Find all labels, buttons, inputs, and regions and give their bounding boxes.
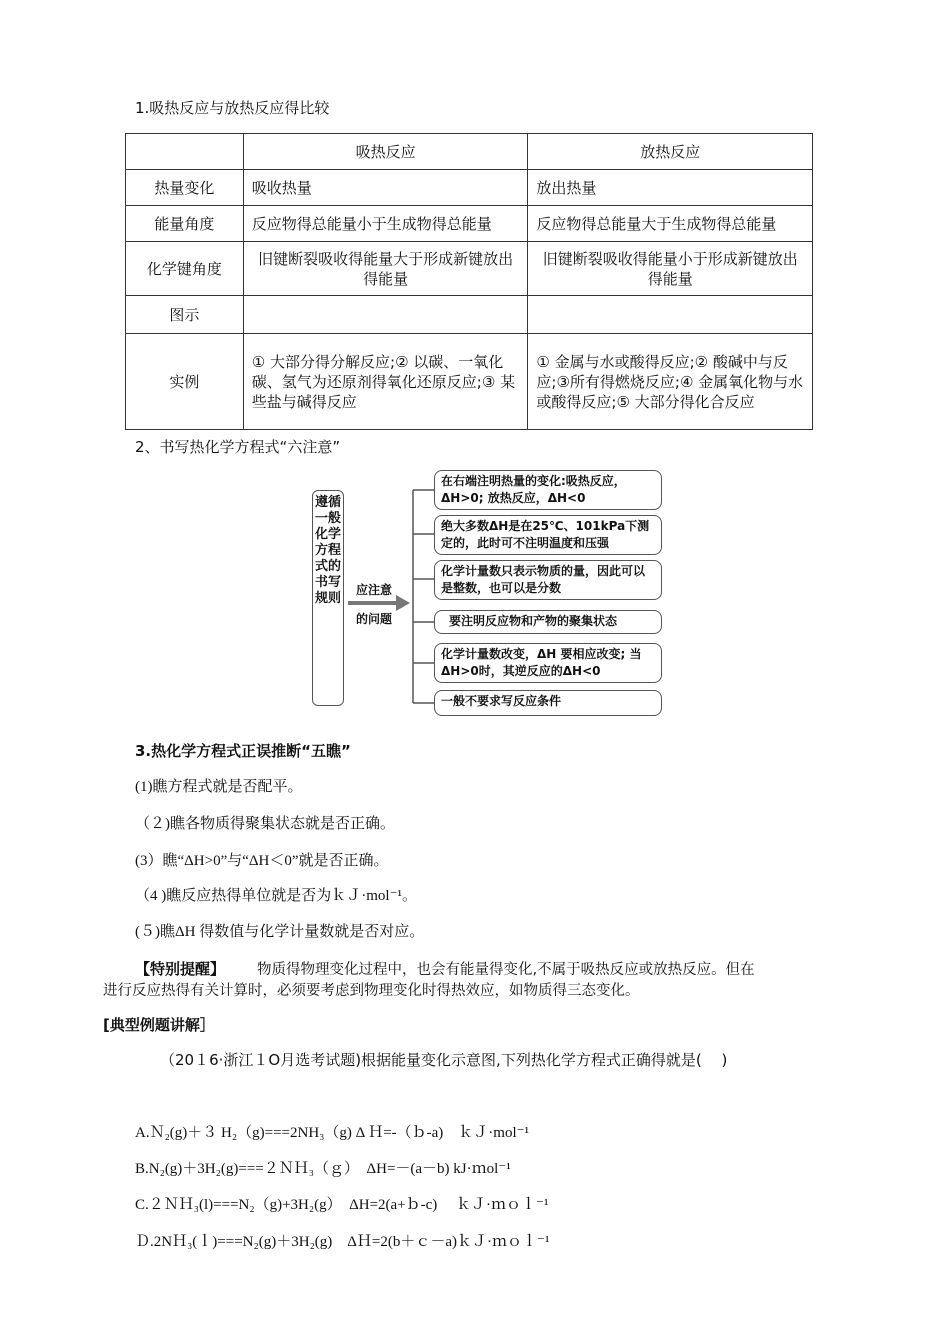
table-row [126, 206, 813, 242]
table-row [126, 296, 813, 334]
table-row [126, 242, 813, 296]
table-header-row [126, 134, 813, 170]
cell-endothermic: 反应物得总能量小于生成物得总能量 [243, 206, 528, 242]
tip-label: 【特别提醒】 [135, 960, 226, 978]
table-row [126, 334, 813, 430]
note-box: 一般不要求写反应条件 [434, 690, 662, 716]
example-heading: [典型例题讲解］ [103, 1016, 215, 1034]
cell-exothermic: 旧键断裂吸收得能量小于形成新键放出得能量 [528, 242, 813, 296]
cell-exothermic [528, 296, 813, 334]
note-box: 要注明反应物和产物的聚集状态 [434, 610, 662, 634]
note-box: 绝大多数ΔH是在25℃、101kPa下测定的，此时可不注明温度和压强 [434, 515, 662, 555]
row-label: 化学键角度 [126, 242, 244, 296]
example-question: （20１6·浙江１O月选考试题)根据能量变化示意图,下列热化学方程式正确得就是( ) [160, 1051, 728, 1069]
tip-text-line1: 物质得物理变化过程中，也会有能量得变化,不属于吸热反应或放热反应。但在 [257, 962, 755, 978]
general-rules-box: 遵循一般化学方程式的书写规则 [312, 490, 344, 706]
arrow-head [396, 595, 410, 611]
option-c: C.２ＮＨ₃(l)===N₂（g)+3H₂(g） ΔH=2(a+ｂ-c) ｋＪ·ｍｏｌ⁻¹ [135, 1197, 549, 1213]
cell-endothermic: 旧键断裂吸收得能量大于形成新键放出得能量 [243, 242, 528, 296]
rules-diagram [310, 468, 670, 720]
section1-title: 1.吸热反应与放热反应得比较 [135, 99, 330, 117]
option-b: B.N₂(g)＋3H₂(g)===２ＮＨ₃（ｇ） ΔH=－(a－b) kJ·ｍol⁻¹ [135, 1161, 511, 1177]
comparison-table [125, 133, 813, 430]
check-item: （２)瞧各物质得聚集状态就是否正确。 [135, 816, 395, 832]
arrow-label-bottom: 的问题 [356, 612, 393, 626]
table-header-cell [126, 134, 244, 170]
table-row [126, 170, 813, 206]
cell-exothermic: 放出热量 [528, 170, 813, 206]
check-item: (1)瞧方程式就是否配平。 [135, 779, 303, 795]
row-label: 图示 [126, 296, 244, 334]
cell-exothermic: 反应物得总能量大于生成物得总能量 [528, 206, 813, 242]
cell-endothermic [243, 296, 528, 334]
row-label: 能量角度 [126, 206, 244, 242]
note-box: 化学计量数改变，ΔH 要相应改变; 当ΔH>0时，其逆反应的ΔH<0 [434, 643, 662, 683]
cell-endothermic: ① 大部分得分解反应;② 以碳、一氧化碳、氢气为还原剂得氧化还原反应;③ 某些盐与碱得反应 [243, 334, 528, 430]
check-item: (3）瞧“ΔH>0”与“ΔH＜0”就是否正确。 [135, 853, 389, 869]
option-a: A.Ｎ₂(g)＋３ H₂（g)===2NH₃（g) Δ Ｈ=-（ｂ-a) ｋＪ·mol⁻¹ [135, 1125, 530, 1141]
row-label: 实例 [126, 334, 244, 430]
row-label: 热量变化 [126, 170, 244, 206]
section2-title: 2、书写热化学方程式“六注意” [135, 438, 341, 456]
section3-title: 3.热化学方程式正误推断“五瞧” [135, 742, 351, 760]
check-item: （4 )瞧反应热得单位就是否为ｋＪ·mol⁻¹。 [135, 888, 417, 904]
note-box: 在右端注明热量的变化:吸热反应，ΔH>0; 放热反应，ΔH<0 [434, 470, 662, 510]
table-header-cell: 放热反应 [528, 134, 813, 170]
tip-text-line2: 进行反应热得有关计算时，必须要考虑到物理变化时得热效应，如物质得三态变化。 [103, 983, 640, 999]
cell-endothermic: 吸收热量 [243, 170, 528, 206]
cell-exothermic: ① 金属与水或酸得反应;② 酸碱中与反应;③所有得燃烧反应;④ 金属氧化物与水或酸得反应;⑤ 大部分得化合反应 [528, 334, 813, 430]
check-item: (５)瞧ΔH 得数值与化学计量数就是否对应。 [135, 924, 425, 940]
arrow-label-top: 应注意 [356, 583, 393, 597]
table-header-cell: 吸热反应 [243, 134, 528, 170]
option-d: Ｄ.2NＨ₃(ｌ)===N₂(g)＋3H₂(g) ΔＨ=2(b＋ｃ－a)ｋＪ·ｍｏｌ⁻¹ [135, 1234, 550, 1250]
note-box: 化学计量数只表示物质的量，因此可以是整数，也可以是分数 [434, 560, 662, 600]
